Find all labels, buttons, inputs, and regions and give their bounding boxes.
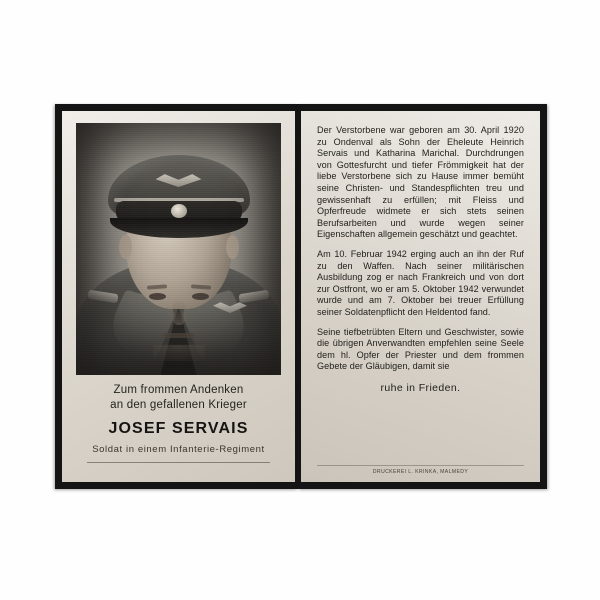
right-page-surface [301, 111, 540, 482]
dedication-line-1: Zum frommen Andenken [113, 384, 244, 396]
memorial-card [55, 104, 547, 489]
printer-imprint: DRUCKEREI L. KRINKA, MALMEDY [317, 465, 524, 475]
left-page-surface [62, 111, 295, 482]
closing-blessing: ruhe in Frieden. [380, 381, 461, 394]
dedication-line-2: an den gefallenen Krieger [110, 399, 247, 411]
obituary-paragraph: Der Verstorbene war geboren am 30. April 1920 zu Ondenval als Sohn der Eheleute Heinrich Servais und Katharina Marichal. Durchdrungen von Gottesfurcht und tiefer Frömmigkeit hat der liebe Verstorbene sich zu Hause immer bemüht seine Christen- und Standespflichten treu und gewissenhaft zu erfüllen; mit Fleiss und Opferfreude widmete er sich stets seinen Berufsarbeiten und wurde wegen seiner Eigenschaften allgemein geschätzt und geachtet. [317, 125, 524, 240]
deceased-name: JOSEF SERVAIS [108, 420, 249, 437]
obituary-text [317, 125, 524, 394]
photo-vignette [76, 123, 281, 375]
left-page-text [72, 383, 285, 463]
divider-rule [87, 462, 270, 463]
card-right-leaf [298, 104, 547, 489]
portrait-photo [76, 123, 281, 375]
obituary-paragraph: Seine tiefbetrübten Eltern und Geschwister, sowie die übrigen Anverwandten empfehlen seine Seele dem hl. Opfer der Priester und dem frommen Gebete der Gläubigen, damit sie [317, 326, 524, 372]
card-left-leaf [55, 104, 298, 489]
portrait-photo-image [76, 123, 281, 375]
obituary-paragraph: Am 10. Februar 1942 erging auch an ihn der Ruf zu den Waffen. Nach seiner militärischen Ausbildung zog er nach Frankreich und von dort zur Ostfront, wo er am 5. Oktober 1942 verwundet wurde und am 7. Oktober bei treuer Erfüllung seiner Soldatenpflicht den Heldentod fand. [317, 248, 524, 317]
deceased-rank: Soldat in einem Infanterie-Regiment [92, 444, 265, 455]
